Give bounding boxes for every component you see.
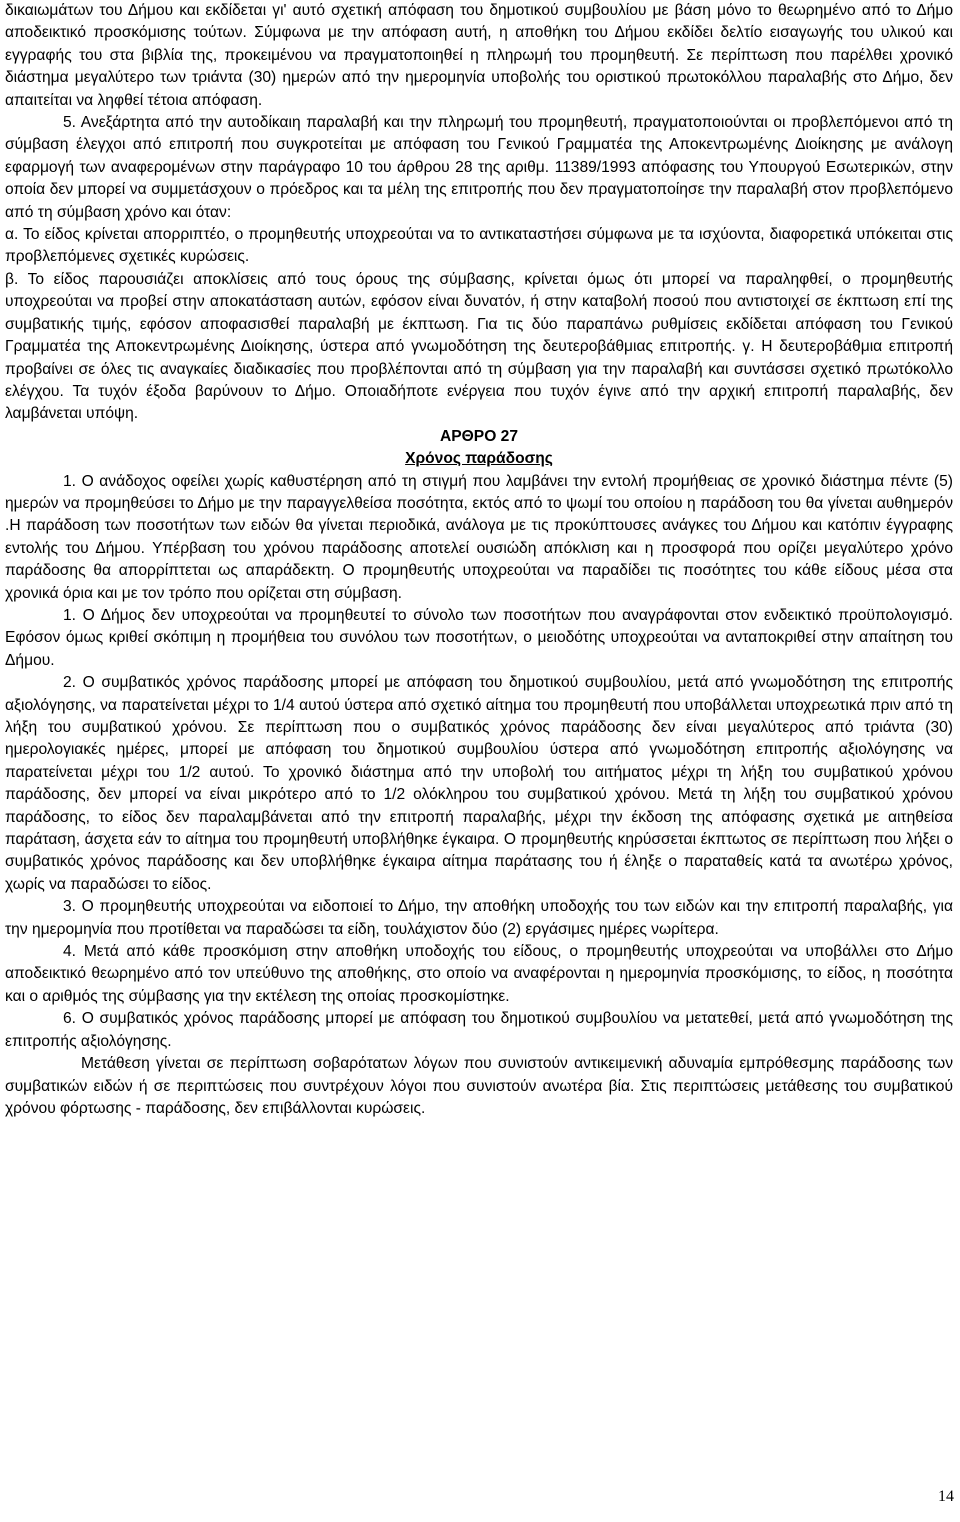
paragraph-b: β. Το είδος παρουσιάζει αποκλίσεις από τους όρους της σύμβασης, κρίνεται όμως ότι μπορεί να παραληφθεί, ο προμηθευτής υποχρεούται να προβεί στην αποκατάσταση αυτών, εφόσον είναι δυνατόν, ή στην καταβολή ποσού που αντιστοιχεί σε έκπτωση επί της συμβατικής τιμής, εφόσον αποφασισθεί παραλαβή με έκπτωση. Για τις δύο παραπάνω ρυθμίσεις εκδίδεται απόφαση του Γενικού Γραμματέα της Αποκεντρωμένης Διοίκησης, ύστερα από γνωμοδότηση της δευτεροβάθμιας επιτροπής. γ. Η δευτεροβάθμια επιτροπή προβαίνει σε όλες τις αναγκαίες διαδικασίες που προβλέπονται από τη σύμβαση για την παραλαβή και συντάσσει σχετικό πρωτόκολλο ελέγχου. Τα τυχόν έξοδα βαρύνουν το Δήμο. Οποιαδήποτε ενέργεια που τυχόν έγινε από την αρχική επιτροπή παραλαβής, δεν λαμβάνεται υπόψη. xyxy=(5,270,953,423)
article-title: Χρόνος παράδοσης xyxy=(405,450,553,468)
paragraph-a: α. Το είδος κρίνεται απορριπτέο, ο προμηθευτής υποχρεούται να το αντικαταστήσει σύμφωνα με τα ισχύοντα, διαφορετικά υπόκειται στις προβλεπόμενες σχετικές κυρώσεις. xyxy=(5,226,953,266)
article-paragraph-4: 4. Μετά από κάθε προσκόμιση στην αποθήκη υποδοχής του είδους, ο προμηθευτής υποχρεούται να υποβάλλει στο Δήμο αποδεικτικό θεωρημένο από τον υπεύθυνο της αποθήκης, στο οποίο να αναφέρονται η ημερομηνία προσκόμισης, το είδος, η ποσότητα και ο αριθμός της σύμβασης για την εκτέλεση της οποίας προσκομίστηκε. xyxy=(5,943,953,1005)
paragraph-5: 5. Ανεξάρτητα από την αυτοδίκαιη παραλαβή και την πληρωμή του προμηθευτή, πραγματοποιούνται οι προβλεπόμενοι από τη σύμβαση έλεγχοι από επιτροπή που συγκροτείται με απόφαση του Γενικού Γραμματέα της Αποκεντρωμένης Διοίκησης με ανάλογη εφαρμογή των αναφερομένων στην παράγραφο 10 του άρθρου 28 της αριθμ. 11389/1993 απόφασης του Υπουργού Εσωτερικών, στην οποία δεν μπορεί να συμμετάσχουν ο πρόεδρος και τα μέλη της επιτροπής που δεν πραγματοποίησε την παραλαβή στον προβλεπόμενο από τη σύμβαση χρόνο και όταν: xyxy=(5,114,953,221)
paragraph-continuation: δικαιωμάτων του Δήμου και εκδίδεται γι' αυτό σχετική απόφαση του δημοτικού συμβουλίου με βάση μόνο το θεωρημένο από το Δήμο αποδεικτικό προσκόμισης τούτων. Σύμφωνα με την απόφαση αυτή, η αποθήκη του Δήμου εκδίδει δελτίο εισαγωγής του υλικού και εγγραφής του στα βιβλία της, προκειμένου να πραγματοποιηθεί η πληρωμή του προμηθευτή. Σε περίπτωση που παρέλθει χρονικό διάστημα μεγαλύτερο των τριάντα (30) ημερών από την ημερομηνία υποβολής του οριστικού πρωτοκόλλου παραλαβής στο Δήμο, δεν απαιτείται να ληφθεί τέτοια απόφαση. xyxy=(5,2,953,109)
article-number: ΑΡΘΡΟ 27 xyxy=(440,427,518,445)
article-paragraph-6: 6. Ο συμβατικός χρόνος παράδοσης μπορεί με απόφαση του δημοτικού συμβουλίου να μετατεθεί, μετά από γνωμοδότηση της επιτροπής αξιολόγησης. xyxy=(5,1010,953,1050)
page-number: 14 xyxy=(938,1488,954,1505)
article-paragraph-7: Μετάθεση γίνεται σε περίπτωση σοβαρότατων λόγων που συνιστούν αντικειμενική αδυναμία εμπρόθεσμης παράδοσης των συμβατικών ειδών ή σε περιπτώσεις που συντρέχουν λόγοι που συνιστούν ανωτέρα βία. Στις περιπτώσεις μετάθεσης του συμβατικού χρόνου φόρτωσης - παράδοσης, δεν επιβάλλονται κυρώσεις. xyxy=(5,1055,953,1117)
article-paragraph-3: 3. Ο προμηθευτής υποχρεούται να ειδοποιεί το Δήμο, την αποθήκη υποδοχής του των ειδών και την επιτροπή παραλαβής, για την ημερομηνία που προτίθεται να παραδώσει τα είδη, τουλάχιστον δύο (2) εργάσιμες ημέρες νωρίτερα. xyxy=(5,898,953,938)
article-paragraph-2: 2. Ο συμβατικός χρόνος παράδοσης μπορεί με απόφαση του δημοτικού συμβουλίου, μετά από γνωμοδότηση της επιτροπής αξιολόγησης, να παρατείνεται μέχρι το 1/4 αυτού ύστερα από σχετικό αίτημα του προμηθευτή που υποβάλλεται υποχρεωτικά πριν από τη λήξη του συμβατικού χρόνου. Σε περίπτωση που ο συμβατικός χρόνος παράδοσης δεν είναι μεγαλύτερος από τριάντα (30) ημερολογιακές ημέρες, μπορεί με απόφαση του δημοτικού συμβουλίου ύστερα από γνωμοδότηση επιτροπής αξιολόγησης να παρατείνεται μέχρι του 1/2 αυτού. Το χρονικό διάστημα από την υποβολή του αιτήματος μέχρι τη λήξη του συμβατικού χρόνου παράδοσης, δεν μπορεί να είναι μικρότερο από το 1/2 ολόκληρου του συμβατικού χρόνου. Μετά τη λήξη του συμβατικού χρόνου παράδοσης, το είδος δεν παραλαμβάνεται από την επιτροπή παραλαβής, μέχρι την έκδοση της απόφασης σχετικά με αιτηθείσα παράταση, άσχετα εάν το αίτημα του προμηθευτή υποβλήθηκε έγκαιρα. Ο προμηθευτής κηρύσσεται έκπτωτος σε περίπτωση που λήξει ο συμβατικός χρόνος παράδοσης και δεν υποβλήθηκε έγκαιρα αίτημα παράτασης του ή έληξε ο παραταθείς κατά τα ανωτέρω χρόνος, χωρίς να παραδώσει το είδος. xyxy=(5,674,953,893)
article-paragraph-1b: 1. Ο Δήμος δεν υποχρεούται να προμηθευτεί το σύνολο των ποσοτήτων που αναγράφονται στον ενδεικτικό προϋπολογισμό. Εφόσον όμως κριθεί σκόπιμη η προμήθεια του συνόλου των ποσοτήτων, ο μειοδότης υποχρεούται να ανταποκριθεί στην απαίτηση του Δήμου. xyxy=(5,606,953,669)
article-paragraph-1: 1. Ο ανάδοχος οφείλει χωρίς καθυστέρηση από τη στιγμή που λαμβάνει την εντολή προμήθειας σε χρονικό διάστημα πέντε (5) ημερών να προμηθεύσει το Δήμο με την παραγγελθείσα ποσότητα, εκτός από το ψωμί του οποίου η παράδοση του θα γίνεται αυθημερόν .Η παράδοση των ποσοτήτων των ειδών θα γίνεται περιοδικά, ανάλογα με τις προκύπτουσες ανάγκες του Δήμου και κατόπιν έγγραφης εντολής του Δήμου. Υπέρβαση του χρόνου παράδοσης αποτελεί ουσιώδη απόκλιση και η προσφορά που ορίζει μεγαλύτερο χρόνο παράδοσης θα απορρίπτεται ως απαράδεκτη. Ο προμηθευτής υποχρεούται να παραδίδει τις ποσότητες του κάθε είδους μέσα στα χρονικά όρια και με τον τρόπο που ορίζεται στη σύμβαση. xyxy=(5,472,953,602)
